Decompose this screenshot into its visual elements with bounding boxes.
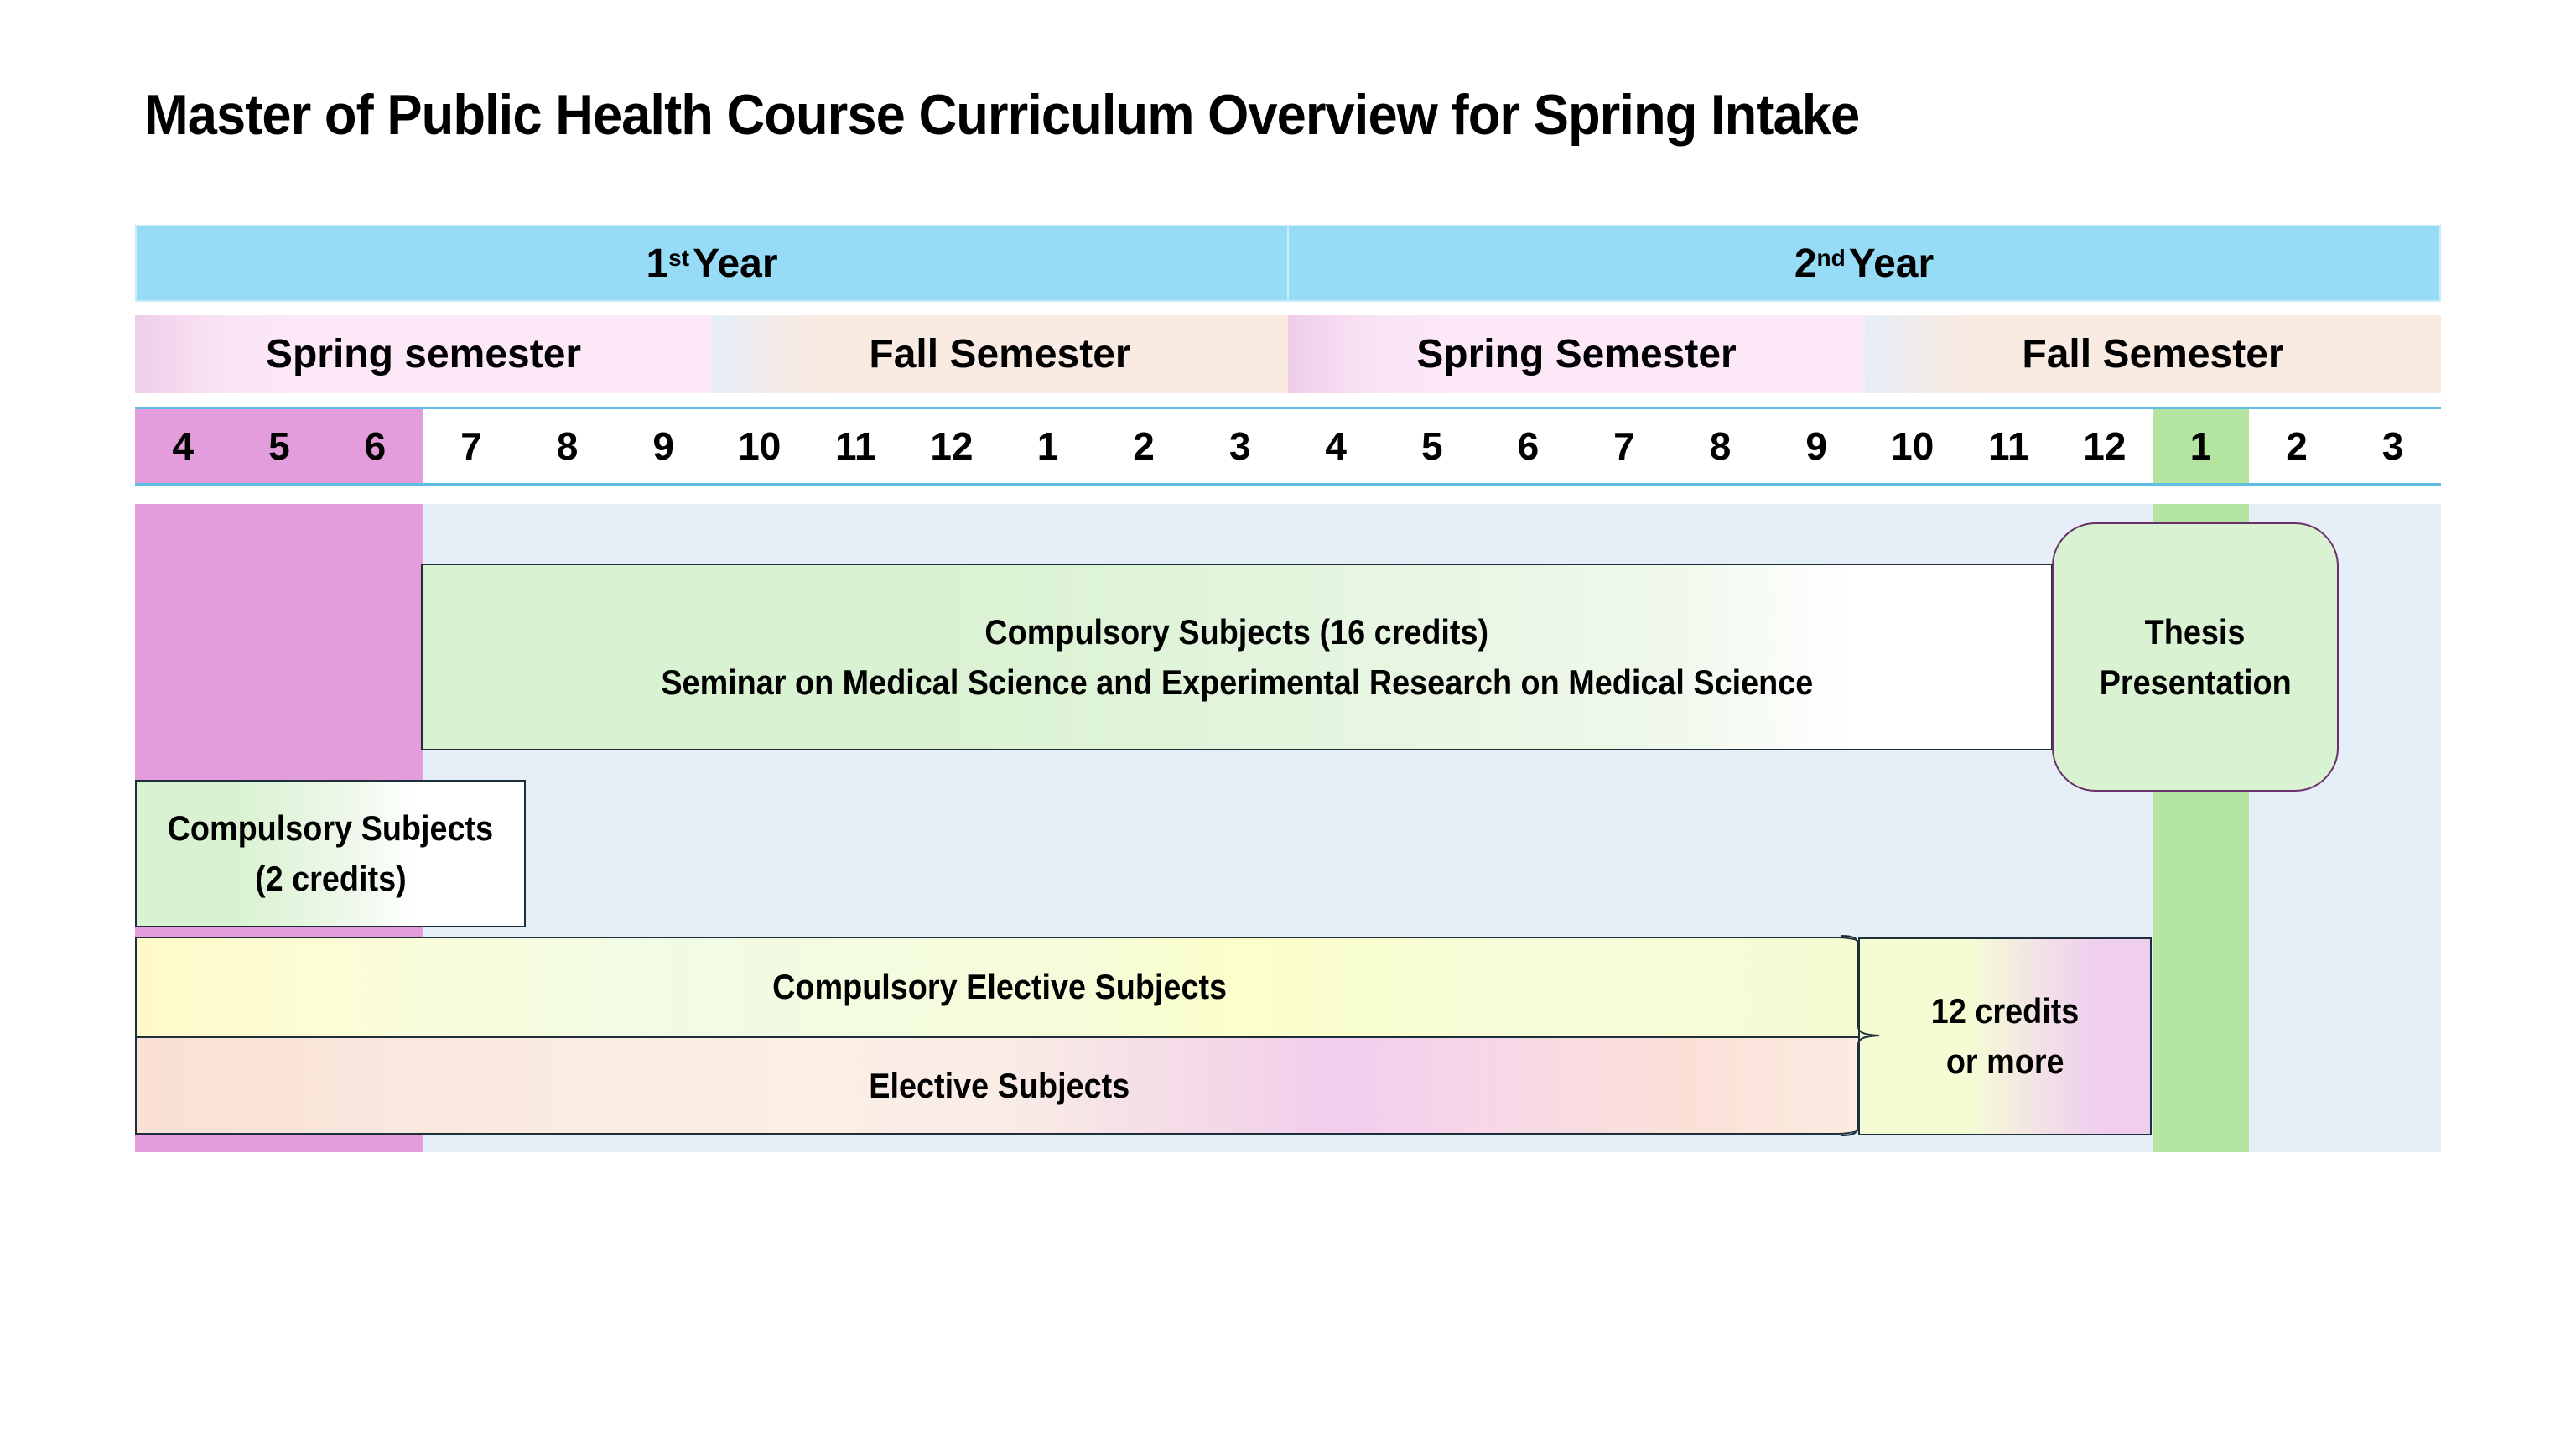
month-cell: 4 bbox=[1325, 424, 1348, 468]
month-cell: 11 bbox=[835, 424, 876, 468]
month-cell: 12 bbox=[930, 424, 974, 468]
semester-label: Spring Semester bbox=[1416, 332, 1737, 377]
month-cell: 1 bbox=[1036, 424, 1059, 468]
month-row bbox=[135, 407, 2441, 486]
elective-subjects-block bbox=[135, 1036, 1862, 1135]
block-title: Compulsory Elective Subjects bbox=[772, 967, 1227, 1006]
month-cell: 10 bbox=[1891, 424, 1935, 468]
block-title: Presentation bbox=[2099, 662, 2292, 702]
semester-label: Fall Semester bbox=[869, 332, 1131, 377]
block-title: or more bbox=[1945, 1041, 2064, 1081]
year-number: 2 bbox=[1794, 241, 1817, 286]
year-suffix: nd bbox=[1816, 245, 1846, 271]
block-title: 12 credits bbox=[1930, 991, 2080, 1031]
semester-header-y1-spring bbox=[135, 315, 712, 393]
month-cell: 1 bbox=[2153, 409, 2249, 483]
month-cell: 2 bbox=[1133, 424, 1155, 468]
month-cell: 7 bbox=[460, 424, 482, 468]
block-subtitle: (2 credits) bbox=[254, 859, 407, 898]
semester-header-y2-spring bbox=[1288, 315, 1865, 393]
block-title: Thesis bbox=[2145, 611, 2246, 652]
compulsory-subjects-2-credits-block bbox=[135, 780, 526, 927]
year-header-2 bbox=[1287, 225, 2441, 302]
month-cell: 3 bbox=[2381, 424, 2404, 468]
month-cell: 7 bbox=[1613, 424, 1635, 468]
semester-label: Fall Semester bbox=[2022, 332, 2284, 377]
block-title: Elective Subjects bbox=[869, 1065, 1130, 1105]
month-cell: 8 bbox=[556, 424, 579, 468]
month-cell: 9 bbox=[1805, 424, 1827, 468]
month-cell: 2 bbox=[2286, 424, 2308, 468]
year-label: Year bbox=[693, 241, 778, 286]
page-title: Master of Public Health Course Curriculum Overview for Spring Intake bbox=[144, 83, 1860, 147]
month-cell: 5 bbox=[231, 409, 328, 483]
month-cell: 12 bbox=[2083, 424, 2127, 468]
year-header-1 bbox=[135, 225, 1289, 302]
credits-requirement-block bbox=[1858, 937, 2152, 1135]
year-number: 1 bbox=[646, 241, 669, 286]
year-label: Year bbox=[1848, 241, 1935, 286]
semester-header-y2-fall bbox=[1865, 315, 2441, 393]
month-cell: 10 bbox=[738, 424, 782, 468]
block-title: Compulsory Subjects (16 credits) bbox=[984, 611, 1489, 652]
month-cell: 5 bbox=[1421, 424, 1443, 468]
semester-header-y1-fall bbox=[712, 315, 1288, 393]
month-cell: 4 bbox=[135, 409, 231, 483]
month-cell: 8 bbox=[1709, 424, 1732, 468]
month-cell: 3 bbox=[1228, 424, 1251, 468]
block-subtitle: Seminar on Medical Science and Experimental Research on Medical Science bbox=[661, 662, 1813, 702]
month-cell: 6 bbox=[327, 409, 423, 483]
block-title: Compulsory Subjects bbox=[167, 808, 494, 848]
month-cell: 11 bbox=[1987, 424, 2029, 468]
curly-brace-icon bbox=[1841, 932, 1900, 1139]
year-suffix: st bbox=[668, 245, 690, 271]
thesis-presentation-block bbox=[2052, 522, 2339, 792]
compulsory-elective-subjects-block bbox=[135, 937, 1862, 1037]
compulsory-subjects-16-credits-block bbox=[421, 564, 2053, 750]
month-cell: 6 bbox=[1517, 424, 1540, 468]
month-cell: 9 bbox=[652, 424, 674, 468]
semester-label: Spring semester bbox=[265, 332, 582, 377]
